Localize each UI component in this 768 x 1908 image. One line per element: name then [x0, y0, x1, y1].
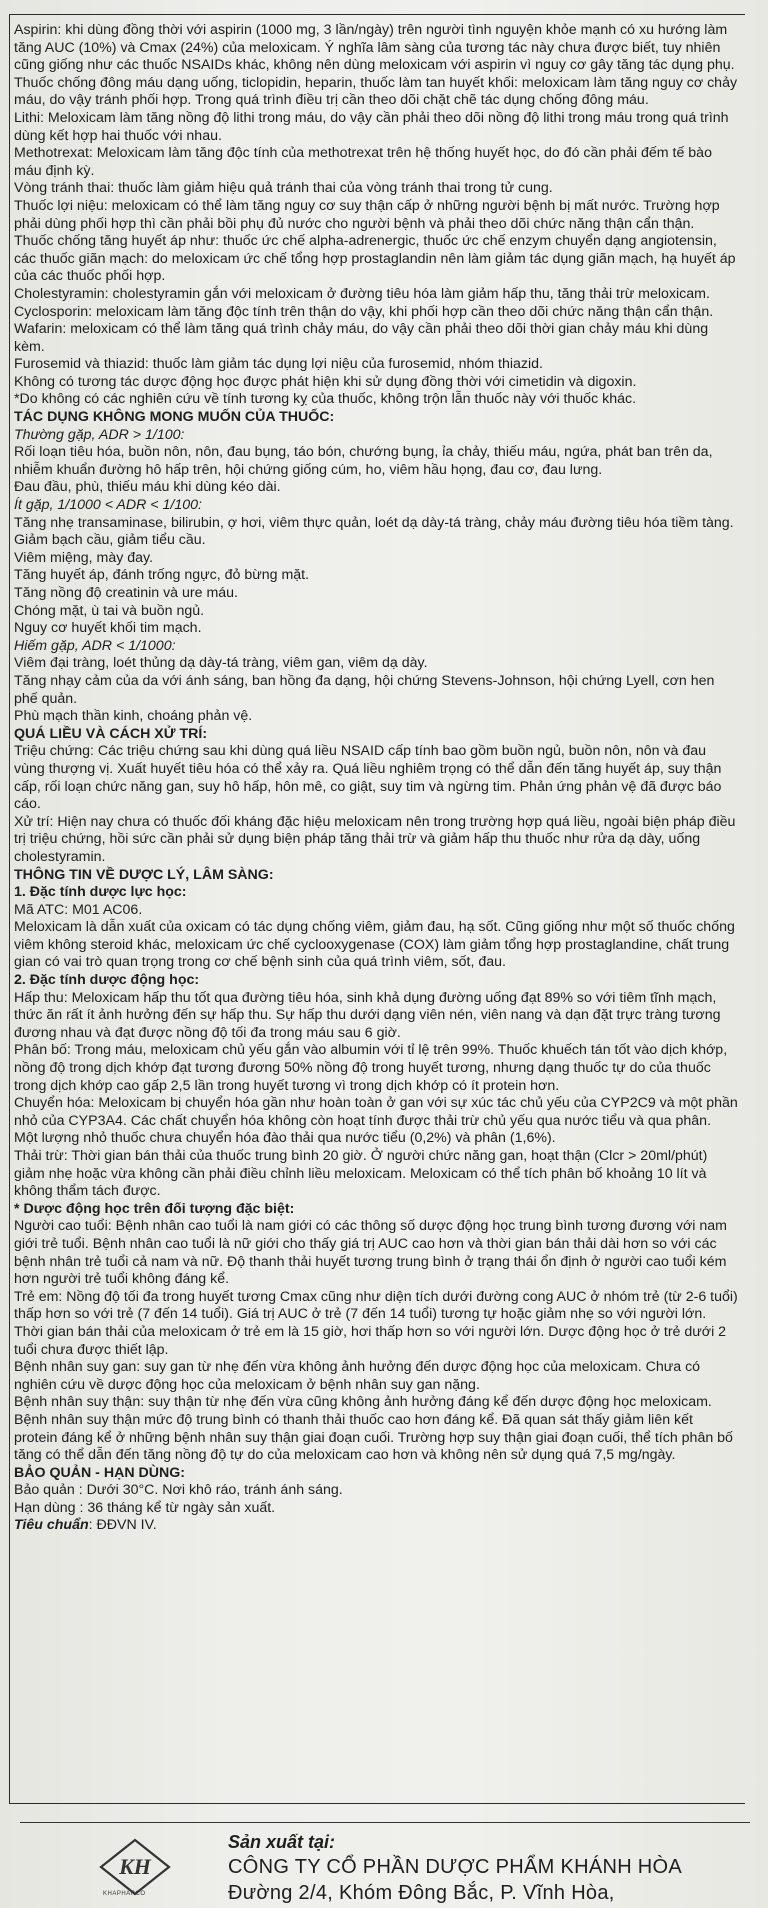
logo-subtext: KHAPHARCO [103, 1891, 146, 1897]
standard-label: Tiêu chuẩn [14, 1517, 89, 1534]
body-paragraph: Người cao tuổi: Bệnh nhân cao tuổi là nam giới có các thông số dược động học trung bình tương đương với nam giới trẻ tuổi. Bệnh nhân cao tuổi là nữ giới cho thấy giá trị AUC cao hơn và thời gian bán thải dài hơn so với các bệnh nhân trẻ tuổi cả nam và nữ. Độ thanh thải huyết tương trung bình ở trạng thái ổn định ở người cao tuổi kém hơn người trẻ tuổi không đáng kể. [14, 1218, 727, 1288]
body-paragraph: Hạn dùng : 36 tháng kể từ ngày sản xuất. [14, 1499, 276, 1516]
frequency-subheading: Hiếm gặp, ADR < 1/1000: [14, 637, 176, 654]
section-heading: TÁC DỤNG KHÔNG MONG MUỐN CỦA THUỐC: [14, 409, 335, 426]
body-paragraph: Aspirin: khi dùng đồng thời với aspirin (1000 mg, 3 lần/ngày) trên người tình nguyện khỏe mạnh có xu hướng làm tăng AUC (10%) và Cmax (24%) của meloxicam. Ý nghĩa lâm sàng của tương tác này chưa được biết, tuy nhiên cũng giống như các thuốc NSAIDs khác, không nên dùng meloxicam với aspirin vì nguy cơ gây tăng tác dụng phụ. [14, 22, 735, 74]
company-name: CÔNG TY CỔ PHẦN DƯỢC PHẨM KHÁNH HÒA [228, 1856, 683, 1878]
body-paragraph: Chóng mặt, ù tai và buồn ngủ. [14, 602, 205, 619]
section-heading: * Dược động học trên đối tượng đặc biệt: [14, 1200, 295, 1217]
body-paragraph: Wafarin: meloxicam có thể làm tăng quá trình chảy máu, do vậy cần phải theo dõi thời gian chảy máu khi dùng kèm. [14, 321, 709, 355]
body-paragraph: Giảm bạch cầu, giảm tiểu cầu. [14, 532, 206, 549]
body-paragraph: Mã ATC: M01 AC06. [14, 901, 143, 918]
frequency-subheading: Thường gặp, ADR > 1/100: [14, 426, 185, 443]
footer-divider [20, 1822, 750, 1823]
body-paragraph: Tăng huyết áp, đánh trống ngực, đỏ bừng mặt. [14, 567, 310, 584]
body-paragraph: Thuốc chống đông máu dạng uống, ticlopidin, heparin, thuốc làm tan huyết khối: meloxicam làm tăng nguy cơ chảy máu, do vậy tránh phối hợp. Trong quá trình điều trị cần theo dõi chặt chẽ tác dụng chống đông máu. [14, 74, 738, 109]
leaflet-body [14, 22, 738, 1535]
frequency-subheading: Ít gặp, 1/1000 < ADR < 1/100: [14, 497, 202, 514]
body-paragraph: Thải trừ: Thời gian bán thải của thuốc trung bình 20 giờ. Ở người chức năng gan, hoạt thận (Clcr > 20ml/phút) giảm nhẹ hoặc vừa không cần phải điều chỉnh liều meloxicam. Meloxicam có thể tích phân bố khoảng 10 lít và không thẩm tách được. [14, 1148, 708, 1200]
body-paragraph: Thuốc chống tăng huyết áp như: thuốc ức chế alpha-adrenergic, thuốc ức chế enzym chuyển dạng angiotensin, các thuốc giãn mạch: do meloxicam ức chế tổng hợp prostaglandin nên làm giảm tác dụng giãn mạch, hạ huyết áp của các thuốc phối hợp. [14, 233, 736, 285]
body-paragraph: Lithi: Meloxicam làm tăng nồng độ lithi trong máu, do vậy cần phải theo dõi nồng độ lithi trong máu trong quá trình dùng kết hợp hai thuốc với nhau. [14, 109, 729, 144]
body-paragraph: *Do không có các nghiên cứu về tính tương kỵ của thuốc, không trộn lẫn thuốc này với thuốc khác. [14, 391, 637, 408]
body-paragraph: Hấp thu: Meloxicam hấp thu tốt qua đường tiêu hóa, sinh khả dụng đường uống đạt 89% so với tiêm tĩnh mạch, thức ăn rất ít ảnh hưởng đến sự hấp thu. Sự hấp thu dưới dạng viên nén, viên nang và dạn đặt trực tràng tương đương nhau và đạt được nồng độ tối đa trong máu sau 6 giờ. [14, 989, 721, 1041]
body-paragraph: Bảo quản : Dưới 30°C. Nơi khô ráo, tránh ánh sáng. [14, 1482, 343, 1499]
standard-line [14, 1517, 738, 1535]
body-paragraph: Rối loạn tiêu hóa, buồn nôn, nôn, đau bụng, táo bón, chướng bụng, ỉa chảy, thiếu máu, ngứa, phát ban trên da, nhiễm khuẩn đường hô hấp trên, hội chứng giống cúm, ho, viêm hầu họng, đau cơ, đau lưng. [14, 444, 713, 478]
logo-text: KH [119, 1854, 151, 1879]
body-paragraph: Phân bố: Trong máu, meloxicam chủ yếu gắn vào albumin với tỉ lệ trên 99%. Thuốc khuếch tán tốt vào dịch khớp, nồng độ trong dịch khớp đạt tương đương 50% nồng độ trong huyết tương, nhưng dạng thuốc tự do của thuốc trong dịch khớp cao gấp 2,5 lần trong huyết tương vì trong dịch khớp có ít protein hơn. [14, 1042, 728, 1094]
body-paragraph: Xử trí: Hiện nay chưa có thuốc đối kháng đặc hiệu meloxicam nên trong trường hợp quá liều, ngoài biện pháp điều trị triệu chứng, hồi sức cần phải sử dụng biện pháp tăng thải trừ và giảm hấp thu thuốc như rửa dạ dày, uống cholestyramin. [14, 813, 736, 865]
body-paragraph: Thuốc lợi niệu: meloxicam có thể làm tăng nguy cơ suy thận cấp ở những người bệnh bị mất nước. Trường hợp phải dùng phối hợp thì cần phải bồi phụ đủ nước cho người bệnh và phải theo dõi chức năng thận cẩn thận. [14, 197, 720, 232]
body-paragraph: Cyclosporin: meloxicam làm tăng độc tính trên thận do vậy, khi phối hợp cần theo dõi chức năng thận cẩn thận. [14, 303, 714, 320]
section-heading: 1. Đặc tính dược lực học: [14, 884, 187, 901]
body-paragraph: Viêm đại tràng, loét thủng dạ dày-tá tràng, viêm gan, viêm dạ dày. [14, 655, 428, 672]
company-address: Đường 2/4, Khóm Đông Bắc, P. Vĩnh Hòa, [228, 1882, 615, 1904]
body-paragraph: Bệnh nhân suy gan: suy gan từ nhẹ đến vừa không ảnh hưởng đến dược động học của meloxicam. Chưa có nghiên cứu về dược động học của meloxicam ở bệnh nhân suy gan nặng. [14, 1359, 701, 1393]
section-heading: THÔNG TIN VỀ DƯỢC LÝ, LÂM SÀNG: [14, 866, 274, 883]
body-paragraph: Cholestyramin: cholestyramin gắn với meloxicam ở đường tiêu hóa làm giảm hấp thu, tăng thải trừ meloxicam. [14, 285, 710, 302]
body-paragraph: Triệu chứng: Các triệu chứng sau khi dùng quá liều NSAID cấp tính bao gồm buồn ngủ, buồn nôn, nôn và đau vùng thượng vị. Xuất huyết tiêu hóa có thể xảy ra. Quá liều nghiêm trọng có thể dẫn đến tăng huyết áp, suy thận cấp, rối loạn chức năng gan, suy hô hấp, hôn mê, co giật, suy tim và ngừng tim. Phản ứng phản vệ đã được báo cáo. [14, 743, 722, 813]
body-paragraph: Không có tương tác dược động học được phát hiện khi sử dụng đồng thời với cimetidin và digoxin. [14, 373, 637, 390]
body-paragraph: Methotrexat: Meloxicam làm tăng độc tính của methotrexat trên hệ thống huyết học, do đó cần phải đếm tế bào máu định kỳ. [14, 145, 712, 179]
company-logo [99, 1838, 171, 1896]
body-paragraph: Vòng tránh thai: thuốc làm giảm hiệu quả tránh thai của vòng tránh thai trong tử cung. [14, 180, 553, 197]
section-heading: BẢO QUẢN - HẠN DÙNG: [14, 1464, 186, 1481]
section-heading: QUÁ LIỀU VÀ CÁCH XỬ TRÍ: [14, 725, 208, 742]
body-paragraph: Bệnh nhân suy thận: suy thận từ nhẹ đến vừa cũng không ảnh hưởng đáng kể đến dược động học meloxicam. Bệnh nhân suy thận mức độ trung bình có thanh thải thuốc cao hơn đáng kể. Đã quan sát thấy giảm liên kết protein đáng kể ở những bệnh nhân suy thận giai đoạn cuối. Trường hợp suy thận giai đoạn cuối, thể tích phân bố tăng có thể dẫn đến tăng nồng độ tự do của meloxicam cao hơn và không nên sử dụng quá 7,5 mg/ngày. [14, 1394, 733, 1464]
made-at-label: Sản xuất tại: [228, 1832, 336, 1852]
section-heading: 2. Đặc tính dược động học: [14, 972, 200, 989]
body-paragraph: Chuyển hóa: Meloxicam bị chuyển hóa gần như hoàn toàn ở gan với sự xúc tác chủ yếu của CYP2C9 và một phần nhỏ của CYP3A4. Các chất chuyển hóa không còn hoạt tính được thải trừ chủ yếu qua nước tiểu và qua phân. Một lượng nhỏ thuốc chưa chuyển hóa đào thải qua nước tiểu (0,2%) và phân (1,6%). [14, 1095, 738, 1147]
body-paragraph: Đau đầu, phù, thiếu máu khi dùng kéo dài. [14, 479, 281, 496]
body-paragraph: Trẻ em: Nồng độ tối đa trong huyết tương Cmax cũng như diện tích dưới đường cong AUC ở nhóm trẻ (từ 2-6 tuổi) thấp hơn so với trẻ (7 đến 14 tuổi). Giá trị AUC ở trẻ (7 đến 14 tuổi) tương tự hoặc giảm nhẹ so với người lớn. Thời gian bán thải của meloxicam ở trẻ em là 15 giờ, hơi thấp hơn so với người lớn. Dược động học ở trẻ dưới 2 tuổi chưa được thiết lập. [14, 1288, 738, 1358]
body-paragraph: Meloxicam là dẫn xuất của oxicam có tác dụng chống viêm, giảm đau, hạ sốt. Cũng giống như một số thuốc chống viêm không steroid khác, meloxicam ức chế cyclooxygenase (COX) làm giảm tổng hợp prostaglandine, chất trung gian có vai trò quan trọng trong cơ chế bệnh sinh của quá trình viêm, sốt, đau. [14, 919, 735, 971]
standard-value: : ĐĐVN IV. [88, 1517, 157, 1534]
body-paragraph: Nguy cơ huyết khối tim mạch. [14, 620, 202, 637]
body-paragraph: Viêm miệng, mày đay. [14, 549, 154, 566]
body-paragraph: Tăng nồng độ creatinin và ure máu. [14, 585, 238, 601]
body-paragraph: Tăng nhạy cảm của da với ánh sáng, ban hồng đa dạng, hội chứng Stevens-Johnson, hội chứng Lyell, cơn hen phế quản. [14, 672, 715, 707]
body-paragraph: Tăng nhẹ transaminase, bilirubin, ợ hơi, viêm thực quản, loét dạ dày-tá tràng, chảy máu đường tiêu hóa tiềm tàng. [14, 514, 734, 531]
body-paragraph: Phù mạch thần kinh, choáng phản vệ. [14, 708, 253, 725]
body-paragraph: Furosemid và thiazid: thuốc làm giảm tác dụng lợi niệu của furosemid, nhóm thiazid. [14, 356, 543, 373]
